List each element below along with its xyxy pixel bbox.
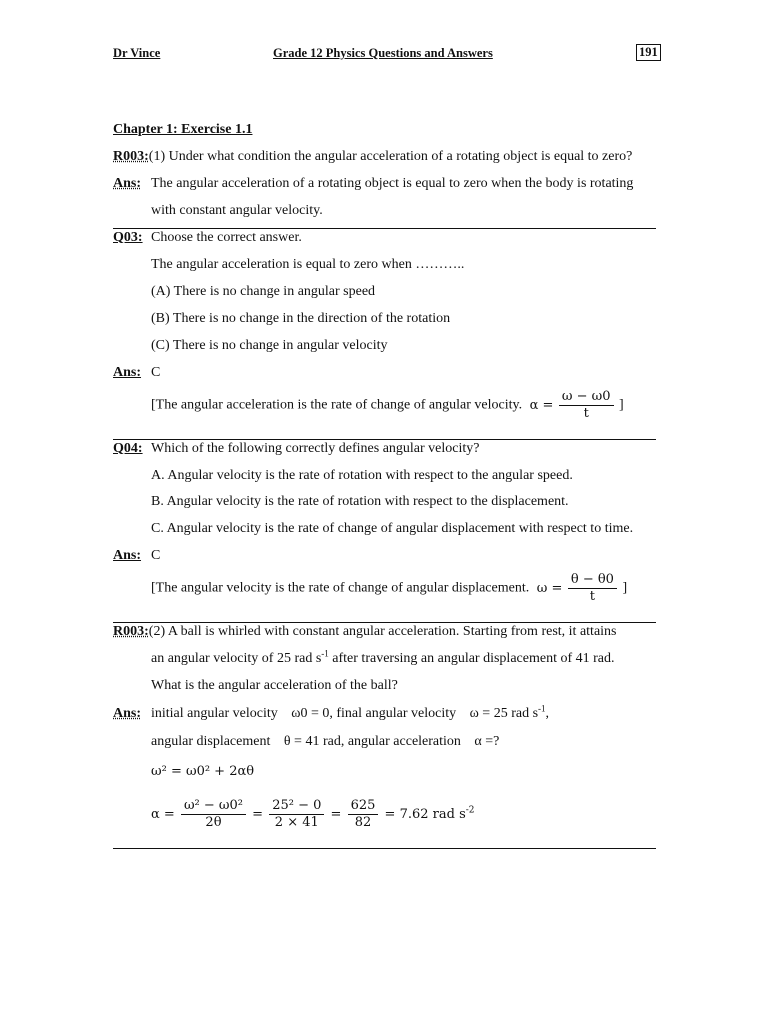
given-acceleration-unknown: α =? (474, 734, 500, 749)
page-number: 191 (636, 44, 661, 61)
solution-fraction-2-numerator: 25² − 0 (269, 798, 324, 815)
solution-fraction-3-denominator: 82 (354, 815, 372, 830)
solution-lhs: α = (151, 807, 175, 822)
r003-2-unit-exponent: -1 (321, 648, 329, 659)
solution-fraction-3 (348, 798, 379, 831)
q04-formula-fraction (568, 572, 617, 605)
q03-prompt: Choose the correct answer. (151, 230, 302, 245)
q04-formula-lhs: ω = (536, 580, 563, 596)
q04-formula-denominator: t (589, 589, 596, 604)
given-final-comma: , (545, 706, 550, 721)
r003-2-text-line2a: an angular velocity of 25 rad s (151, 651, 322, 666)
q03-answer: C (151, 365, 161, 380)
q04-explanation (151, 572, 627, 605)
q03-stem: The angular acceleration is equal to zero when ……….. (151, 257, 465, 272)
r003-2-label: R003: (113, 624, 149, 639)
q03-option-c: (C) There is no change in angular velocity (151, 338, 388, 353)
q03-formula-denominator: t (583, 406, 589, 421)
solution-fraction-1-denominator: 2θ (205, 815, 222, 830)
solution-fraction-1-numerator: ω² − ω0² (181, 798, 246, 815)
solution-fraction-2 (269, 798, 324, 831)
q03-formula-numerator: ω − ω0 (559, 389, 614, 406)
given-displacement-label: angular displacement (151, 734, 271, 749)
given-initial-value: ω0 = 0, final angular velocity (291, 706, 457, 721)
solution-fraction-3-numerator: 625 (348, 798, 379, 815)
equals-sign: = (252, 807, 264, 822)
given-initial-label: initial angular velocity (151, 706, 278, 721)
r003-2-given-line2 (151, 734, 499, 750)
solution-result: = 7.62 rad s (384, 807, 466, 822)
q04-answer: C (151, 548, 161, 563)
q03-formula-fraction (559, 389, 614, 422)
r003-1-answer-line1: The angular acceleration of a rotating object is equal to zero when the body is rotating (151, 176, 634, 191)
r003-1-text: (1) Under what condition the angular acceleration of a rotating object is equal to zero? (148, 149, 633, 164)
r003-2-question-line3: What is the angular acceleration of the ball? (151, 678, 398, 693)
given-final-exponent: -1 (538, 703, 546, 714)
q04-option-b: B. Angular velocity is the rate of rotation with respect to the displacement. (151, 494, 569, 509)
r003-2-text-line2b: after traversing an angular displacement of 41 rad. (328, 651, 615, 666)
q04-formula-numerator: θ − θ0 (568, 572, 617, 589)
divider (113, 848, 656, 849)
r003-2-given-line1 (151, 703, 550, 722)
q03-explanation-text: [The angular acceleration is the rate of change of angular velocity. (151, 397, 523, 413)
divider (113, 439, 656, 440)
equation-solution (151, 798, 475, 831)
q04-option-a: A. Angular velocity is the rate of rotation with respect to the angular speed. (151, 468, 573, 483)
r003-2-question-line1 (113, 624, 617, 640)
chapter-title: Chapter 1: Exercise 1.1 (113, 122, 253, 137)
header-title: Grade 12 Physics Questions and Answers (273, 46, 493, 60)
q04-label: Q04: (113, 441, 143, 456)
q03-option-b: (B) There is no change in the direction of the rotation (151, 311, 451, 326)
q04-prompt: Which of the following correctly defines angular velocity? (151, 441, 480, 456)
q03-formula-lhs: α = (529, 397, 554, 413)
divider (113, 622, 656, 623)
solution-fraction-1 (181, 798, 246, 831)
solution-fraction-2-denominator: 2 × 41 (274, 815, 319, 830)
q04-explanation-text: [The angular velocity is the rate of change of angular displacement. (151, 580, 530, 596)
r003-1-label: R003: (113, 149, 149, 164)
q03-explanation (151, 389, 624, 422)
r003-2-ans-label: Ans: (113, 706, 142, 721)
given-final-value: ω = 25 rad s (469, 706, 539, 721)
header-author: Dr Vince (113, 46, 161, 60)
r003-1-ans-label: Ans: (113, 176, 142, 191)
q03-close-bracket: ] (619, 397, 624, 413)
r003-2-question-line2 (151, 648, 615, 667)
q03-ans-label: Ans: (113, 365, 142, 380)
q04-close-bracket: ] (622, 580, 628, 596)
r003-1-question (113, 149, 632, 165)
q04-option-c: C. Angular velocity is the rate of change of angular displacement with respect to time. (151, 521, 634, 536)
solution-result-exponent: -2 (465, 805, 475, 816)
given-displacement-value: θ = 41 rad, angular acceleration (283, 734, 461, 749)
divider (113, 228, 656, 229)
q04-ans-label: Ans: (113, 548, 142, 563)
r003-1-answer-line2: with constant angular velocity. (151, 203, 323, 218)
equation-kinematic: ω² = ω0² + 2αθ (151, 764, 255, 779)
q03-label: Q03: (113, 230, 143, 245)
q03-option-a: (A) There is no change in angular speed (151, 284, 376, 299)
equals-sign: = (330, 807, 342, 822)
r003-2-text-line1: (2) A ball is whirled with constant angular acceleration. Starting from rest, it attains (148, 624, 617, 639)
